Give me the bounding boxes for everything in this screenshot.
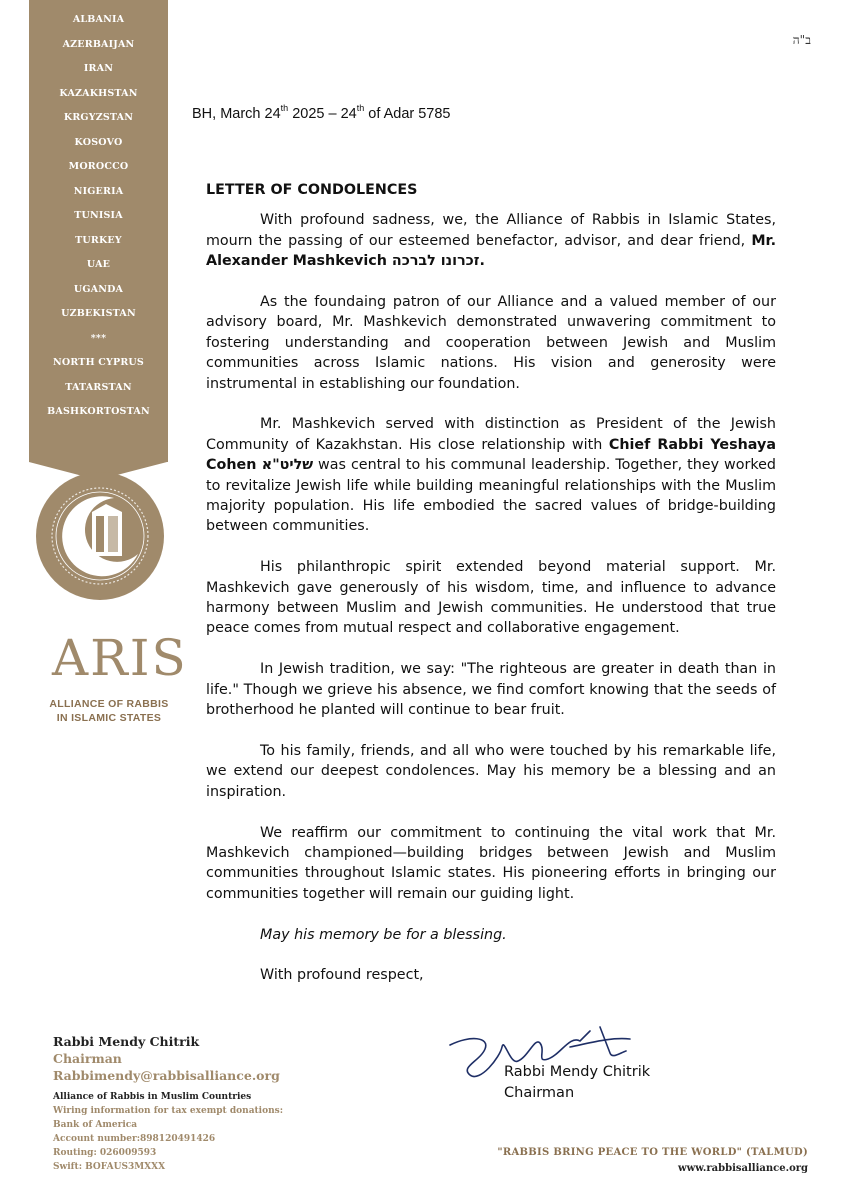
paragraph-bold: Chief Rabbi Yeshaya Cohen שליט"א [206, 436, 776, 474]
paragraph: His philanthropic spirit extended beyond material support. Mr. Mashkevich gave generously of his wisdom, time, and influence to advance harmony between Muslim and Jewish communities. He understood that true peace comes from mutual respect and collaborative engagement. [206, 559, 776, 637]
footer-email[interactable]: Rabbimendy@rabbisalliance.org [53, 1068, 280, 1083]
country-item: NIGERIA [73, 185, 124, 197]
footer-routing: Routing: 026009593 [53, 1148, 157, 1158]
country-item: KRGYZSTAN [63, 112, 134, 123]
paragraph-text: Mr. Mashkevich served with distinction as President of the Jewish Community of Kazakhstan. His close relationship with [206, 416, 776, 453]
footer-role: Chairman [53, 1051, 122, 1066]
signer-block [504, 1062, 650, 1104]
letter-title: LETTER OF CONDOLENCES [206, 182, 418, 198]
country-item: UZBEKISTAN [61, 308, 136, 319]
footer-swift: Swift: BOFAUS3MXXX [53, 1162, 166, 1172]
aris-tagline [43, 697, 175, 725]
paragraph [206, 414, 776, 536]
footer-contact [53, 1033, 283, 1174]
date-text: BH, March 24 [192, 105, 281, 122]
paragraph: We reaffirm our commitment to continuing the vital work that Mr. Mashkevich championed—building bridges between Jewish and Muslim communities throughout Islamic states. His pioneering efforts in bringing our communities together will remain our guiding light. [206, 824, 776, 902]
blessing-line: May his memory be for a blessing. [260, 926, 507, 943]
paragraph-text: With profound sadness, we, the Alliance of Rabbis in Islamic States, mourn the passing of our esteemed benefactor, advisor, and dear friend, [206, 212, 776, 249]
footer-wiring: Wiring information for tax exempt donations: [53, 1106, 284, 1116]
letter-date [192, 104, 451, 122]
paragraph [206, 210, 776, 271]
country-item: NORTH CYPRUS [53, 357, 144, 368]
country-item: TURKEY [75, 234, 122, 246]
footer-account: Account number:898120491426 [53, 1134, 216, 1144]
country-separator: *** [90, 332, 107, 344]
date-superscript: th [356, 103, 365, 113]
country-item: UAE [86, 259, 111, 270]
aris-tagline-line: ALLIANCE OF RABBIS [49, 698, 169, 710]
bh-hebrew-mark: ב"ה [792, 33, 811, 47]
country-item: IRAN [83, 63, 114, 74]
footer-website-link[interactable]: www.rabbisalliance.org [678, 1163, 808, 1174]
paragraph: As the foundaing patron of our Alliance and a valued member of our advisory board, Mr. Mashkevich demonstrated unwavering commitment to fostering understanding and cooperation between Jewish and Muslim communities across Islamic nations. His vision and generosity were instrumental in establishing our foundation. [206, 294, 776, 392]
aris-seal-logo-icon [34, 470, 166, 602]
footer-motto [497, 1145, 808, 1177]
footer-bank: Bank of America [53, 1120, 138, 1130]
country-item: AZERBAIJAN [62, 38, 135, 50]
signer-title: Chairman [504, 1085, 575, 1101]
country-item: TATARSTAN [65, 381, 132, 393]
aris-wordmark: ARIS [52, 629, 188, 687]
paragraph-bold: Mr. Alexander Mashkevich זכרונו לברכה. [206, 232, 776, 270]
country-item: KOSOVO [74, 136, 123, 148]
date-superscript: th [280, 103, 289, 113]
country-item: TUNISIA [74, 210, 123, 221]
signer-name: Rabbi Mendy Chitrik [504, 1064, 651, 1080]
country-item: KAZAKHSTAN [59, 87, 138, 99]
letter-body [206, 180, 776, 1006]
paragraph: To his family, friends, and all who were touched by his remarkable life, we extend our deepest condolences. May his memory be a blessing and an inspiration. [206, 742, 776, 800]
footer-name: Rabbi Mendy Chitrik [53, 1034, 200, 1049]
country-item: ALBANIA [72, 14, 125, 25]
footer-quote: "RABBIS BRING PEACE TO THE WORLD" (TALMUD) [497, 1147, 808, 1158]
country-sidebar [29, 0, 168, 462]
paragraph-text: was central to his communal leadership. Together, they worked to revitalize Jewish life while building meaningful relationships with the Muslim majority population. His life embodied the sacred values of bridge-building between communities. [206, 457, 776, 535]
country-item: MOROCCO [68, 161, 129, 172]
country-item: BASHKORTOSTAN [47, 406, 150, 417]
footer-org: Alliance of Rabbis in Muslim Countries [53, 1092, 252, 1102]
closing-line: With profound respect, [260, 967, 424, 984]
country-item: UGANDA [73, 283, 124, 295]
aris-tagline-line: IN ISLAMIC STATES [56, 712, 162, 724]
date-text: 2025 – 24 [288, 105, 357, 122]
paragraph: In Jewish tradition, we say: "The righteous are greater in death than in life." Though we grieve his absence, we find comfort knowing that the seeds of brotherhood he planted will continue to bear fruit. [206, 661, 776, 719]
date-text: of Adar 5785 [364, 105, 451, 122]
